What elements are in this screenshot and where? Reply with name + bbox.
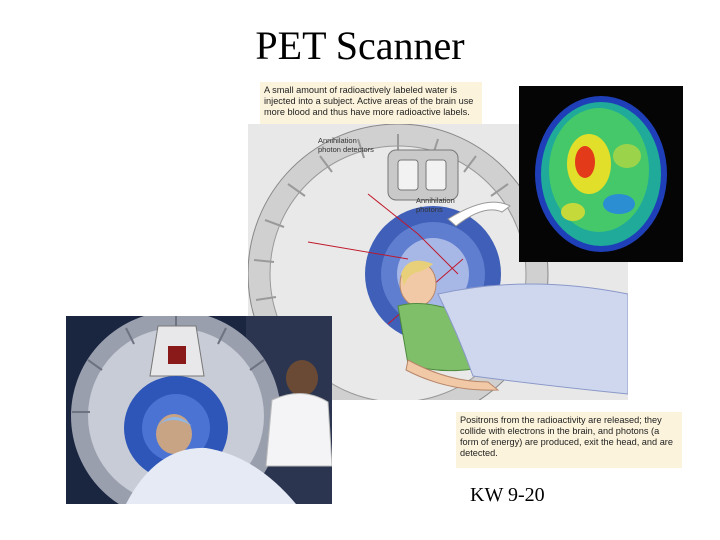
caption-injection: A small amount of radioactively labeled water is injected into a subject. Active areas of the brain use more blood and thus have more radioactive labels. (260, 82, 482, 124)
figure-reference: KW 9-20 (470, 484, 545, 506)
label-annihilation-photon-detectors: Annihilation photon detectors (318, 136, 374, 154)
label-annihilation-photons: Annihilation photons (416, 196, 455, 214)
caption-positrons: Positrons from the radioactivity are released; they collide with electrons in the brain, and photons (a form of energy) are produced, exit the head, and are detected. (456, 412, 682, 468)
slide-title: PET Scanner (255, 23, 465, 68)
patient-scanner-photo (66, 316, 332, 504)
brain-pet-scan-image (519, 86, 683, 262)
